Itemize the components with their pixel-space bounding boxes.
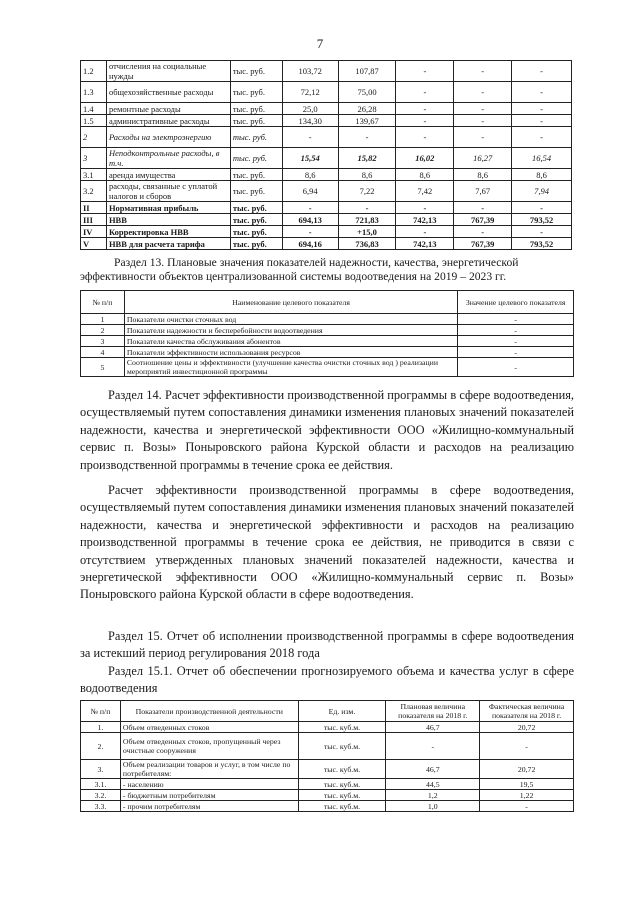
table-row: 1.3 общехозяйственные расходы тыс. руб. 72,12 75,00 - - -	[81, 82, 572, 103]
table-header-row: № п/п Показатели производственной деятельности Ед. изм. Плановая величина показателя на 2018 г. Фактическая величина показателя на 2018 г.	[81, 701, 574, 722]
section-14-paragraph-2: Расчет эффективности производственной программы в сфере водоотведения, осуществляемый путем сопоставления динамики изменения плановых значений показателей надежности, качества и энергетической эффективности и расходов на реализацию производственной программы в течение срока ее действия, не приводится в связи с отсутствием утвержденных плановых значений показателей надежности, качества и энергетической эффективности ООО «Жилищно-коммунальный сервис п. Возы» Поныровского района Курской области в сфере водоотведения.	[80, 483, 574, 602]
section-13-heading: Раздел 13. Плановые значения показателей надежности, качества, энергетической эффективности объектов централизованной системы водоотведения на 2019 – 2023 гг.	[80, 256, 519, 283]
section-15-heading: Раздел 15. Отчет об исполнении производственной программы в сфере водоотведения за истекший период регулирования 2018 года	[80, 629, 574, 661]
table-row: IV Корректировка НВВ тыс. руб. - +15,0 - - -	[81, 226, 572, 238]
table-row: 1.4 ремонтные расходы тыс. руб. 25,0 26,28 - - -	[81, 103, 572, 115]
cost-table	[80, 60, 572, 250]
service-volume-table	[80, 700, 574, 812]
table-row: 3.3. - прочим потребителям тыс. куб.м. 1,0 -	[81, 801, 574, 812]
target-indicators-table	[80, 290, 574, 377]
table-row: 2 Расходы на электроэнергию тыс. руб. - - - - -	[81, 127, 572, 148]
table-row: 5 Соотношение цены и эффективности (улучшение качества очистки сточных вод ) реализации мероприятий инвестиционной программы -	[81, 358, 574, 377]
table-row: 4 Показатели эффективности использования ресурсов -	[81, 347, 574, 358]
page-number: 7	[316, 36, 324, 51]
table-row: 3.1. - населению тыс. куб.м. 44,5 19,5	[81, 779, 574, 790]
table-row: 1.2 отчисления на социальные нужды тыс. руб. 103,72 107,87 - - -	[81, 61, 572, 82]
section-14-text	[80, 387, 574, 604]
table-row: 3.2. - бюджетным потребителям тыс. куб.м. 1,2 1,22	[81, 790, 574, 801]
table-row: II Нормативная прибыль тыс. руб. - - - - -	[81, 202, 572, 214]
table-row: 3. Объем реализации товаров и услуг, в том числе по потребителям: тыс. куб.м. 46,7 20,72	[81, 760, 574, 779]
table-row: V НВВ для расчета тарифа тыс. руб. 694,16 736,83 742,13 767,39 793,52	[81, 238, 572, 250]
table-row: 3.2 расходы, связанные с уплатой налогов и сборов тыс. руб. 6,94 7,22 7,42 7,67 7,94	[81, 181, 572, 202]
table-header-row: № п/п Наименование целевого показателя Значение целевого показателя	[81, 291, 574, 314]
table-row: 3.1 аренда имущества тыс. руб. 8,6 8,6 8,6 8,6 8,6	[81, 169, 572, 181]
table-row: 3 Показатели качества обслуживания абонентов -	[81, 336, 574, 347]
table-row: 1 Показатели очистки сточных вод -	[81, 314, 574, 325]
table-row: 1.5 административные расходы тыс. руб. 134,30 139,67 - - -	[81, 115, 572, 127]
table-row: 2 Показатели надежности и бесперебойности водоотведения -	[81, 325, 574, 336]
table-row: 1. Объем отведенных стоков тыс. куб.м. 46,7 20,72	[81, 722, 574, 733]
table-row: 2. Объем отведенных стоков, пропущенный через очистные сооружения тыс. куб.м. - -	[81, 733, 574, 760]
section-15-text	[80, 628, 574, 698]
section-15-1-heading: Раздел 15.1. Отчет об обеспечении прогнозируемого объема и качества услуг в сфере водоотведения	[80, 663, 574, 696]
table-row: III НВВ тыс. руб. 694,13 721,83 742,13 767,39 793,52	[81, 214, 572, 226]
table-row: 3 Неподконтрольные расходы, в т.ч. тыс. руб. 15,54 15,82 16,02 16,27 16,54	[81, 148, 572, 169]
section-14-paragraph-1: Раздел 14. Расчет эффективности производственной программы в сфере водоотведения, осуществляемый путем сопоставления динамики изменения плановых значений показателей надежности, качества и энергетической эффективности ООО «Жилищно-коммунальный сервис п. Возы» Поныровского района Курской области и расходов на реализацию производственной программы в течение срока ее действия.	[80, 388, 574, 472]
